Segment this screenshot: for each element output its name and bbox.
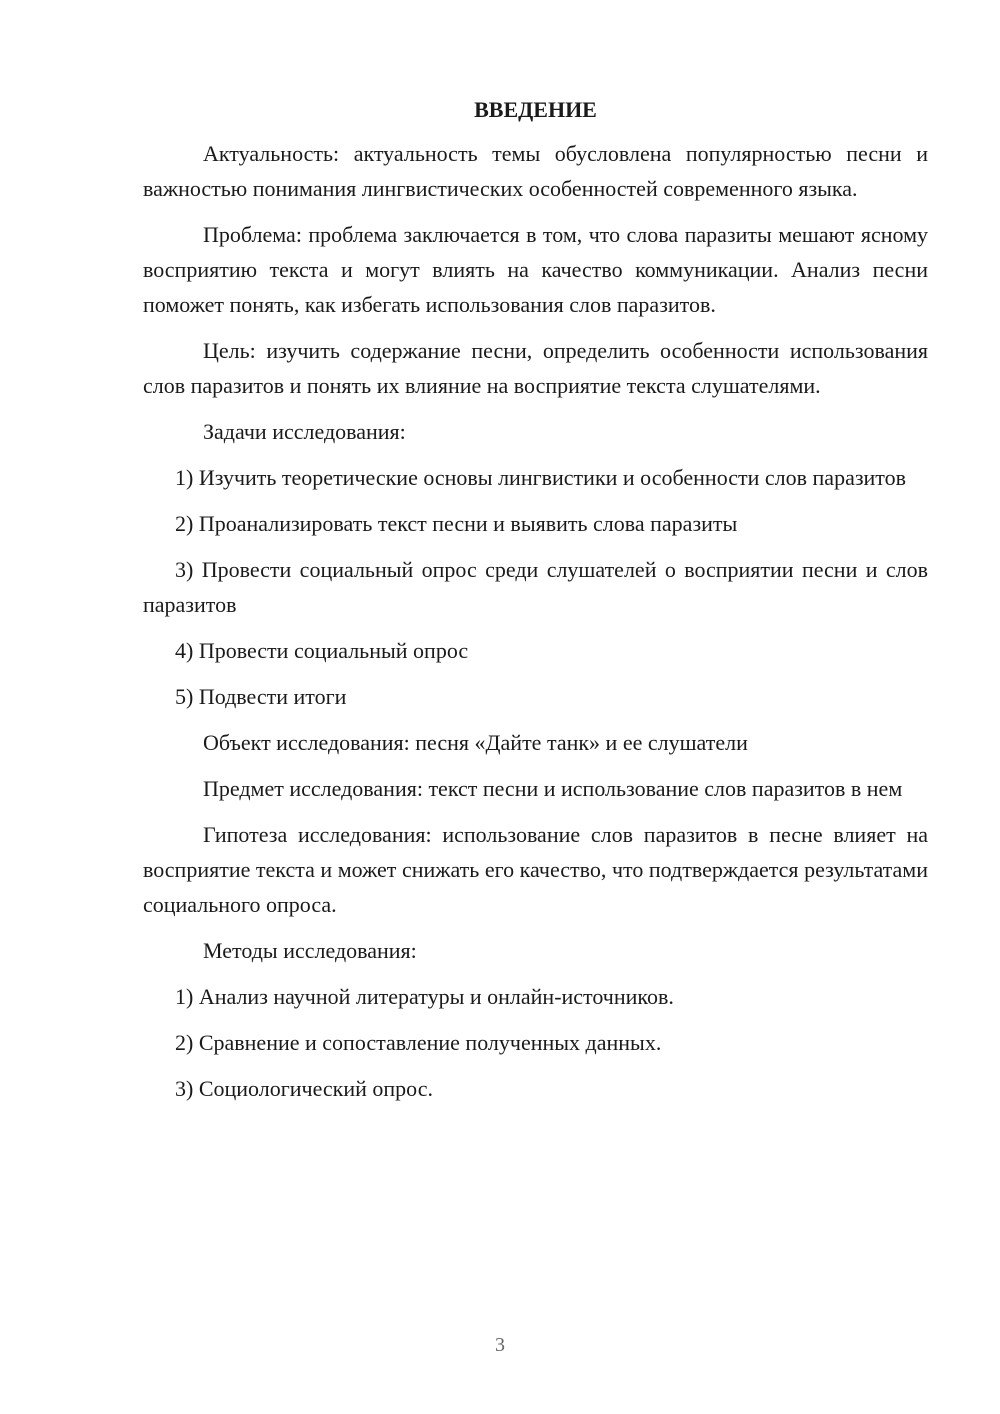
task-item-1: 1) Изучить теоретические основы лингвистики и особенности слов паразитов (175, 465, 907, 490)
subject-paragraph: Предмет исследования: текст песни и использование слов паразитов в нем (203, 776, 903, 801)
task-item-2: 2) Проанализировать текст песни и выявить слова паразиты (175, 511, 738, 536)
goal-paragraph: Цель: изучить содержание песни, определить особенности использования слов паразитов и понять их влияние на восприятие текста слушателями. (143, 338, 928, 398)
page-number: 3 (495, 1334, 505, 1356)
task-item-5: 5) Подвести итоги (175, 684, 347, 709)
page-title: ВВЕДЕНИЕ (474, 97, 597, 122)
methods-heading: Методы исследования: (203, 938, 417, 963)
task-item-4: 4) Провести социальный опрос (175, 638, 469, 663)
method-item-2: 2) Сравнение и сопоставление полученных данных. (175, 1030, 662, 1055)
method-item-3: 3) Социологический опрос. (175, 1076, 433, 1101)
problem-paragraph: Проблема: проблема заключается в том, что слова паразиты мешают ясному восприятию текста и могут влиять на качество коммуникации. Анализ песни поможет понять, как избегать использования слов паразитов. (143, 222, 928, 317)
document-page (143, 92, 928, 1106)
hypothesis-paragraph: Гипотеза исследования: использование слов паразитов в песне влияет на восприятие текста и может снижать его качество, что подтверждается результатами социального опроса. (143, 822, 928, 917)
tasks-heading: Задачи исследования: (203, 419, 406, 444)
relevance-paragraph: Актуальность: актуальность темы обусловлена популярностью песни и важностью понимания лингвистических особенностей современного языка. (143, 141, 928, 201)
object-paragraph: Объект исследования: песня «Дайте танк» и ее слушатели (203, 730, 748, 755)
method-item-1: 1) Анализ научной литературы и онлайн-источников. (175, 984, 674, 1009)
task-item-3: 3) Провести социальный опрос среди слушателей о восприятии песни и слов паразитов (143, 557, 928, 617)
